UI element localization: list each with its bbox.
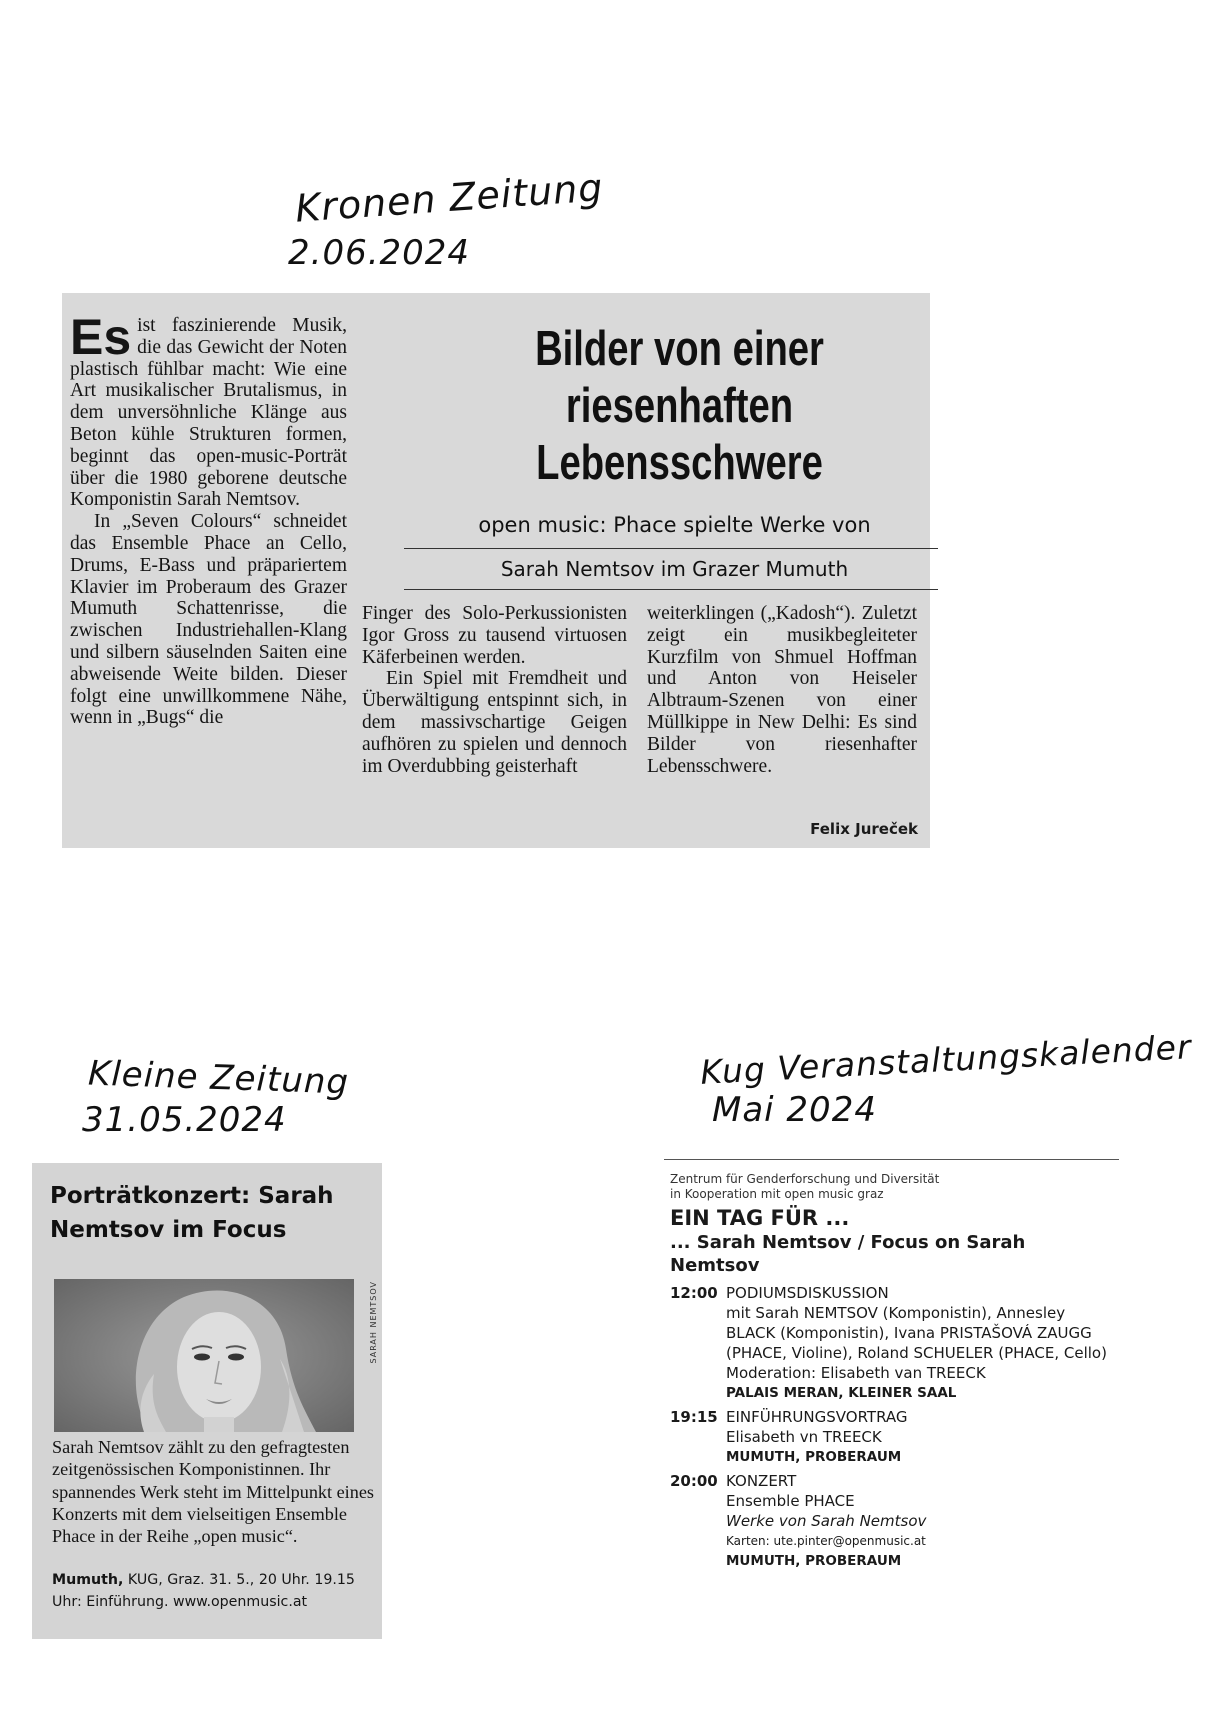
kug-event-1-moderation: Moderation: Elisabeth van TREECK bbox=[726, 1364, 986, 1382]
kug-event-2 bbox=[670, 1407, 1130, 1467]
kleine-body-text: Sarah Nemtsov zählt zu den gefragtesten zeitgenössischen Komponistinnen. Ihr spannendes Werk steht im Mittelpunkt eines Konzerts mit dem vielseitigen Ensemble Phace in der Reihe „open music“. bbox=[52, 1437, 374, 1547]
krone-column-1 bbox=[70, 309, 347, 729]
kug-calendar-entry bbox=[670, 1158, 1130, 1571]
kleine-headline-line-1: Porträtkonzert: Sarah bbox=[50, 1183, 334, 1209]
krone-col2-paragraph-2: Ein Spiel mit Fremdheit und Überwältigung entspinnt sich, in dem massivschartige Geigen aufhören zu spielen und dennoch im Overdubbing geisterhaft bbox=[362, 668, 627, 777]
kug-subtitle: ... Sarah Nemtsov / Focus on Sarah Nemtsov bbox=[670, 1232, 1026, 1276]
kug-event-2-place: MUMUTH, PROBERAUM bbox=[726, 1449, 902, 1465]
handwritten-source-kug: Kug Veranstaltungskalender bbox=[699, 1027, 1193, 1092]
kug-event-1-time: 12:00 bbox=[670, 1284, 718, 1302]
krone-rule-1 bbox=[404, 548, 938, 549]
portrait-photo bbox=[54, 1279, 354, 1432]
kleine-clipping bbox=[32, 1163, 382, 1639]
kug-organizer: Zentrum für Genderforschung und Diversität bbox=[670, 1172, 940, 1186]
handwritten-source-kleine: Kleine Zeitung bbox=[87, 1053, 350, 1103]
portrait-illustration bbox=[54, 1279, 354, 1432]
kleine-body bbox=[52, 1436, 374, 1547]
krone-col1-paragraph-2: In „Seven Colours“ schneidet das Ensemble Phace an Cello, Drums, E-Bass und präpariertem Klavier im Proberaum des Grazer Mumuth Schattenrisse, die zwischen Industriehallen-Klang und silbern säuselnden Saiten eine abweisende Weite bilden. Dieser folgt eine unwillkommene Nähe, wenn in „Bugs“ die bbox=[70, 511, 347, 729]
krone-column-3 bbox=[647, 603, 917, 777]
krone-col2-paragraph-1: Finger des Solo-Perkussionisten Igor Gross zu tausend virtuosen Käferbeinen werden. bbox=[362, 603, 627, 668]
kug-cooperation: in Kooperation mit open music graz bbox=[670, 1187, 884, 1201]
krone-column-2 bbox=[362, 603, 627, 777]
kug-title: EIN TAG FÜR ... bbox=[670, 1206, 850, 1230]
kug-event-1-place: PALAIS MERAN, KLEINER SAAL bbox=[726, 1385, 957, 1401]
kleine-headline-line-2: Nemtsov im Focus bbox=[50, 1217, 287, 1243]
handwritten-source-krone: Kronen Zeitung bbox=[293, 165, 605, 231]
krone-headline-line-3: Lebensschwere bbox=[536, 436, 823, 490]
handwritten-date-kleine: 31.05.2024 bbox=[82, 1100, 287, 1140]
krone-author: Felix Jureček bbox=[810, 820, 918, 838]
krone-headline-line-1: Bilder von einer bbox=[535, 322, 824, 376]
kleine-headline bbox=[50, 1179, 380, 1247]
kug-event-3-name: KONZERT bbox=[726, 1472, 797, 1490]
krone-clipping bbox=[62, 293, 930, 848]
krone-dropcap: Es bbox=[70, 309, 132, 365]
kug-event-1 bbox=[670, 1283, 1130, 1403]
kug-event-3-time: 20:00 bbox=[670, 1472, 718, 1490]
krone-col3-paragraph-1: weiterklingen („Kadosh“). Zuletzt zeigt ein musikbegleiteter Kurzfilm von Shmuel Hoffman und Anton von Heiseler Albtraum-Szenen von einer Müllkippe in New Delhi: Es sind Bilder von riesenhafter Lebensschwere. bbox=[647, 603, 917, 777]
handwritten-date-krone: 2.06.2024 bbox=[288, 233, 471, 273]
kug-event-1-name: PODIUMSDISKUSSION bbox=[726, 1284, 889, 1302]
krone-rule-2 bbox=[404, 589, 938, 590]
kleine-info-details: KUG, Graz. 31. 5., 20 Uhr. 19.15 Uhr: Einführung. www.openmusic.at bbox=[52, 1572, 355, 1610]
kug-event-3-place: MUMUTH, PROBERAUM bbox=[726, 1553, 902, 1569]
krone-col1-paragraph-1: ist faszinierende Musik, die das Gewicht der Noten plastisch fühlbar macht: Wie eine Art musikalischer Brutalismus, in dem unversöhnliche Klänge aus Beton kühle Strukturen formen, beginnt das open-music-Porträt über die 1980 geborene deutsche Komponistin Sarah Nemtsov. bbox=[70, 315, 347, 511]
kug-event-2-name: EINFÜHRUNGSVORTRAG bbox=[726, 1408, 908, 1426]
kug-event-3-details: Ensemble PHACE bbox=[726, 1492, 855, 1510]
krone-subheadline-2: Sarah Nemtsov im Grazer Mumuth bbox=[500, 557, 849, 581]
kleine-info-venue: Mumuth, bbox=[52, 1572, 124, 1588]
kug-event-2-time: 19:15 bbox=[670, 1408, 718, 1426]
handwritten-date-kug: Mai 2024 bbox=[712, 1090, 877, 1130]
photo-credit: SARAH NEMTSOV bbox=[369, 1281, 378, 1364]
kug-event-1-details: mit Sarah NEMTSOV (Komponistin), Annesley BLACK (Komponistin), Ivana PRISTAŠOVÁ ZAUGG (PHACE, Violine), Roland SCHUELER (PHACE, Cello) bbox=[726, 1304, 1107, 1362]
krone-headline-line-2: riesenhaften bbox=[565, 379, 794, 433]
kug-event-3 bbox=[670, 1471, 1130, 1571]
krone-subheadline-1: open music: Phace spielte Werke von bbox=[478, 513, 871, 537]
kug-event-3-tickets: Karten: ute.pinter@openmusic.at bbox=[726, 1534, 926, 1548]
kleine-info bbox=[52, 1569, 374, 1613]
krone-headline bbox=[506, 321, 853, 492]
kug-event-2-details: Elisabeth vn TREECK bbox=[726, 1428, 882, 1446]
kug-event-3-works: Werke von Sarah Nemtsov bbox=[726, 1512, 927, 1530]
